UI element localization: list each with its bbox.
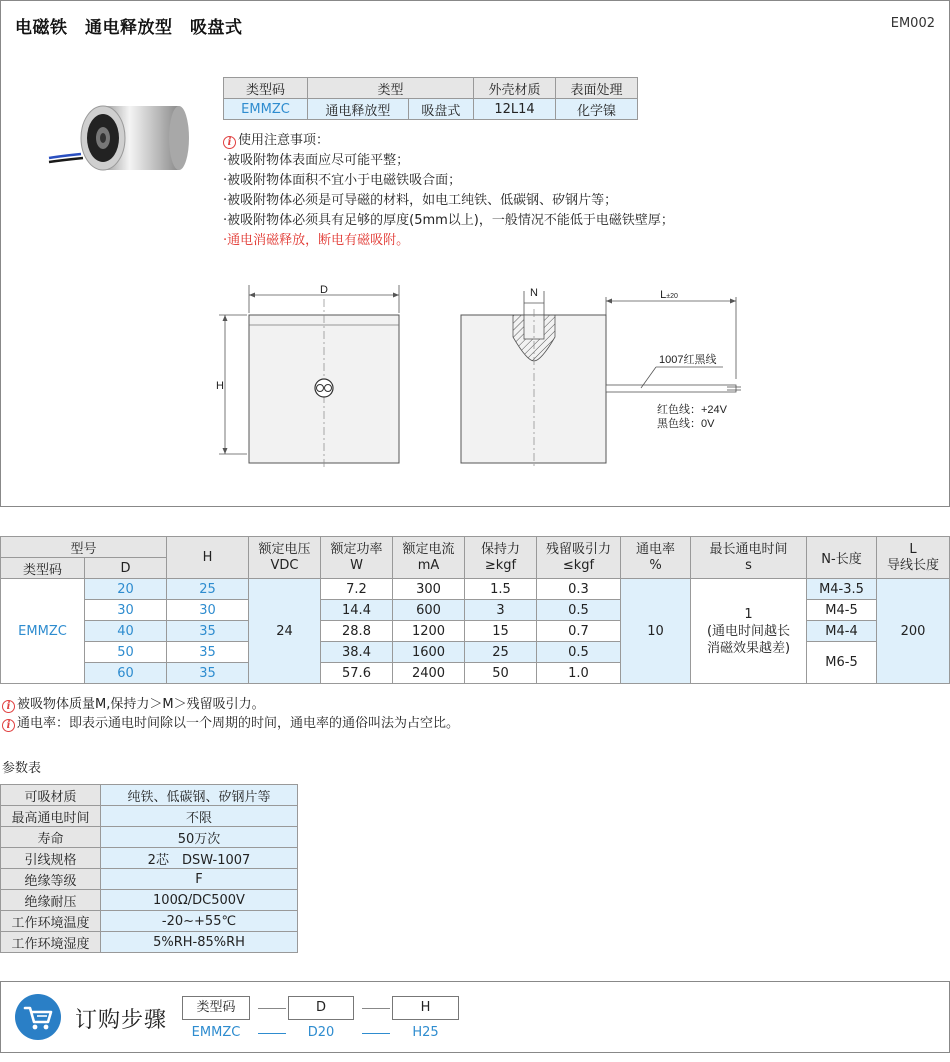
order-title: 订购步骤 xyxy=(75,1008,168,1033)
table-row xyxy=(1,579,950,600)
order-connector xyxy=(258,1033,286,1034)
table-row: 最高通电时间 不限 xyxy=(1,806,298,827)
col-type-code: 类型码 xyxy=(224,78,308,99)
red-wire-label: 红色线：+24V xyxy=(657,404,727,416)
cell-residual: 0.3 xyxy=(537,579,621,600)
note-item: ·被吸附物体表面应尽可能平整； xyxy=(223,153,410,168)
side-view-drawing xyxy=(451,279,751,469)
footnote: i 被吸物体质量M,保持力＞M＞残留吸引力。 xyxy=(2,695,459,714)
order-box-h: H xyxy=(392,996,459,1020)
cell-residual: 0.5 xyxy=(537,642,621,663)
cell-current: 300 xyxy=(393,579,465,600)
note-warning: ·通电消磁释放，断电有磁吸附。 xyxy=(223,233,410,248)
note-item: ·被吸附物体必须具有足够的厚度(5mm以上)，一般情况不能低于电磁铁壁厚； xyxy=(223,213,674,228)
page-title: 电磁铁 通电释放型 吸盘式 xyxy=(15,18,243,38)
cell-hold: 50 xyxy=(465,663,537,684)
cell-h: 25 xyxy=(167,579,249,600)
table-row xyxy=(1,621,950,642)
info-icon: i xyxy=(2,700,15,713)
cell-voltage: 24 xyxy=(249,579,321,684)
cell-residual: 0.7 xyxy=(537,621,621,642)
table-row: 可吸材质 纯铁、低碳钢、矽钢片等 xyxy=(1,785,298,806)
cell-power: 14.4 xyxy=(321,600,393,621)
cell-hold: 15 xyxy=(465,621,537,642)
cell-d: 50 xyxy=(85,642,167,663)
cell-hold: 25 xyxy=(465,642,537,663)
col-type: 类型 xyxy=(308,78,474,99)
product-code: EM002 xyxy=(890,16,935,31)
spec-type-code: EMMZC xyxy=(1,579,85,684)
col-type-code: 类型码 xyxy=(1,558,85,579)
order-steps-panel xyxy=(0,981,950,1053)
order-value-d: D20 xyxy=(307,1025,335,1040)
type-value-b: 吸盘式 xyxy=(408,99,473,120)
material-value: 12L14 xyxy=(474,99,556,120)
notes-title: 使用注意事项： xyxy=(238,133,330,148)
order-connector xyxy=(362,1008,390,1009)
cell-power: 57.6 xyxy=(321,663,393,684)
cell-power: 38.4 xyxy=(321,642,393,663)
black-wire-label: 黑色线：0V xyxy=(657,418,715,430)
order-box-d: D xyxy=(288,996,354,1020)
order-box-type-code: 类型码 xyxy=(182,996,250,1020)
cell-current: 600 xyxy=(393,600,465,621)
surface-value: 化学镍 xyxy=(556,99,638,120)
cell-duty: 10 xyxy=(621,579,691,684)
cell-d: 30 xyxy=(85,600,167,621)
col-residual: 残留吸引力 ≤kgf xyxy=(537,537,621,579)
product-photo xyxy=(41,96,191,196)
order-connector xyxy=(362,1033,390,1034)
col-voltage: 额定电压 VDC xyxy=(249,537,321,579)
front-view-drawing xyxy=(209,279,409,469)
cell-current: 2400 xyxy=(393,663,465,684)
col-n-length: N-长度 xyxy=(807,537,877,579)
order-value-h: H25 xyxy=(412,1025,439,1040)
param-table-title: 参数表 xyxy=(2,761,42,776)
cell-d: 40 xyxy=(85,621,167,642)
footnote: i 通电率：即表示通电时间除以一个周期的时间，通电率的通俗叫法为占空比。 xyxy=(2,714,459,733)
info-icon: i xyxy=(2,719,15,732)
col-current: 额定电流 mA xyxy=(393,537,465,579)
cell-n-length: M4-4 xyxy=(807,621,877,642)
spec-table xyxy=(0,536,950,684)
col-hold: 保持力 ≥kgf xyxy=(465,537,537,579)
cell-hold: 1.5 xyxy=(465,579,537,600)
col-model-group: 型号 xyxy=(1,537,167,558)
col-l-length: L 导线长度 xyxy=(877,537,950,579)
cell-n-length: M4-5 xyxy=(807,600,877,621)
cell-d: 60 xyxy=(85,663,167,684)
cell-hold: 3 xyxy=(465,600,537,621)
dim-h-label: H xyxy=(216,380,224,392)
table-row xyxy=(1,642,950,663)
note-item: ·被吸附物体必须是可导磁的材料，如电工纯铁、低碳钢、矽钢片等； xyxy=(223,193,618,208)
order-connector xyxy=(258,1008,286,1009)
product-info-panel xyxy=(0,0,950,507)
table-row xyxy=(1,600,950,621)
table-row: 寿命 50万次 xyxy=(1,827,298,848)
table-row: 绝缘耐压 100Ω/DC500V xyxy=(1,890,298,911)
dim-l-text: L xyxy=(660,289,667,301)
info-icon: i xyxy=(223,136,236,149)
dim-l-tol: ±20 xyxy=(666,293,678,300)
cell-power: 7.2 xyxy=(321,579,393,600)
col-material: 外壳材质 xyxy=(474,78,556,99)
cell-n-length: M6-5 xyxy=(807,642,877,684)
cell-d: 20 xyxy=(85,579,167,600)
type-code-value: EMMZC xyxy=(224,99,308,120)
type-table xyxy=(223,77,638,120)
cell-h: 35 xyxy=(167,663,249,684)
notes-title-row xyxy=(223,131,674,151)
table-row: 工作环境湿度 5%RH-85%RH xyxy=(1,932,298,953)
dim-l-label xyxy=(660,289,678,301)
table-row: 绝缘等级 F xyxy=(1,869,298,890)
table-row: 工作环境温度 -20~+55℃ xyxy=(1,911,298,932)
col-h: H xyxy=(167,537,249,579)
cell-current: 1600 xyxy=(393,642,465,663)
cell-residual: 0.5 xyxy=(537,600,621,621)
col-d: D xyxy=(85,558,167,579)
cell-h: 30 xyxy=(167,600,249,621)
dim-n-label: N xyxy=(530,287,538,299)
cell-h: 35 xyxy=(167,642,249,663)
dim-d-label: D xyxy=(320,284,328,296)
cell-residual: 1.0 xyxy=(537,663,621,684)
cart-icon xyxy=(15,994,61,1040)
footnotes xyxy=(2,695,459,733)
table-row: 引线规格 2芯 DSW-1007 xyxy=(1,848,298,869)
wire-label: 1007红黑线 xyxy=(659,354,717,366)
col-power: 额定功率 W xyxy=(321,537,393,579)
type-value-a: 通电释放型 xyxy=(308,99,409,120)
cell-power: 28.8 xyxy=(321,621,393,642)
cell-h: 35 xyxy=(167,621,249,642)
col-max-time: 最长通电时间 s xyxy=(691,537,807,579)
col-duty: 通电率 % xyxy=(621,537,691,579)
cell-current: 1200 xyxy=(393,621,465,642)
cell-l-length: 200 xyxy=(877,579,950,684)
note-item: ·被吸附物体面积不宜小于电磁铁吸合面； xyxy=(223,173,462,188)
param-table xyxy=(0,784,298,953)
col-surface: 表面处理 xyxy=(556,78,638,99)
cell-max-time: 1 (通电时间越长 消磁效果越差) xyxy=(691,579,807,684)
cell-n-length: M4-3.5 xyxy=(807,579,877,600)
order-value-type-code: EMMZC xyxy=(191,1025,241,1040)
usage-notes xyxy=(223,131,674,251)
